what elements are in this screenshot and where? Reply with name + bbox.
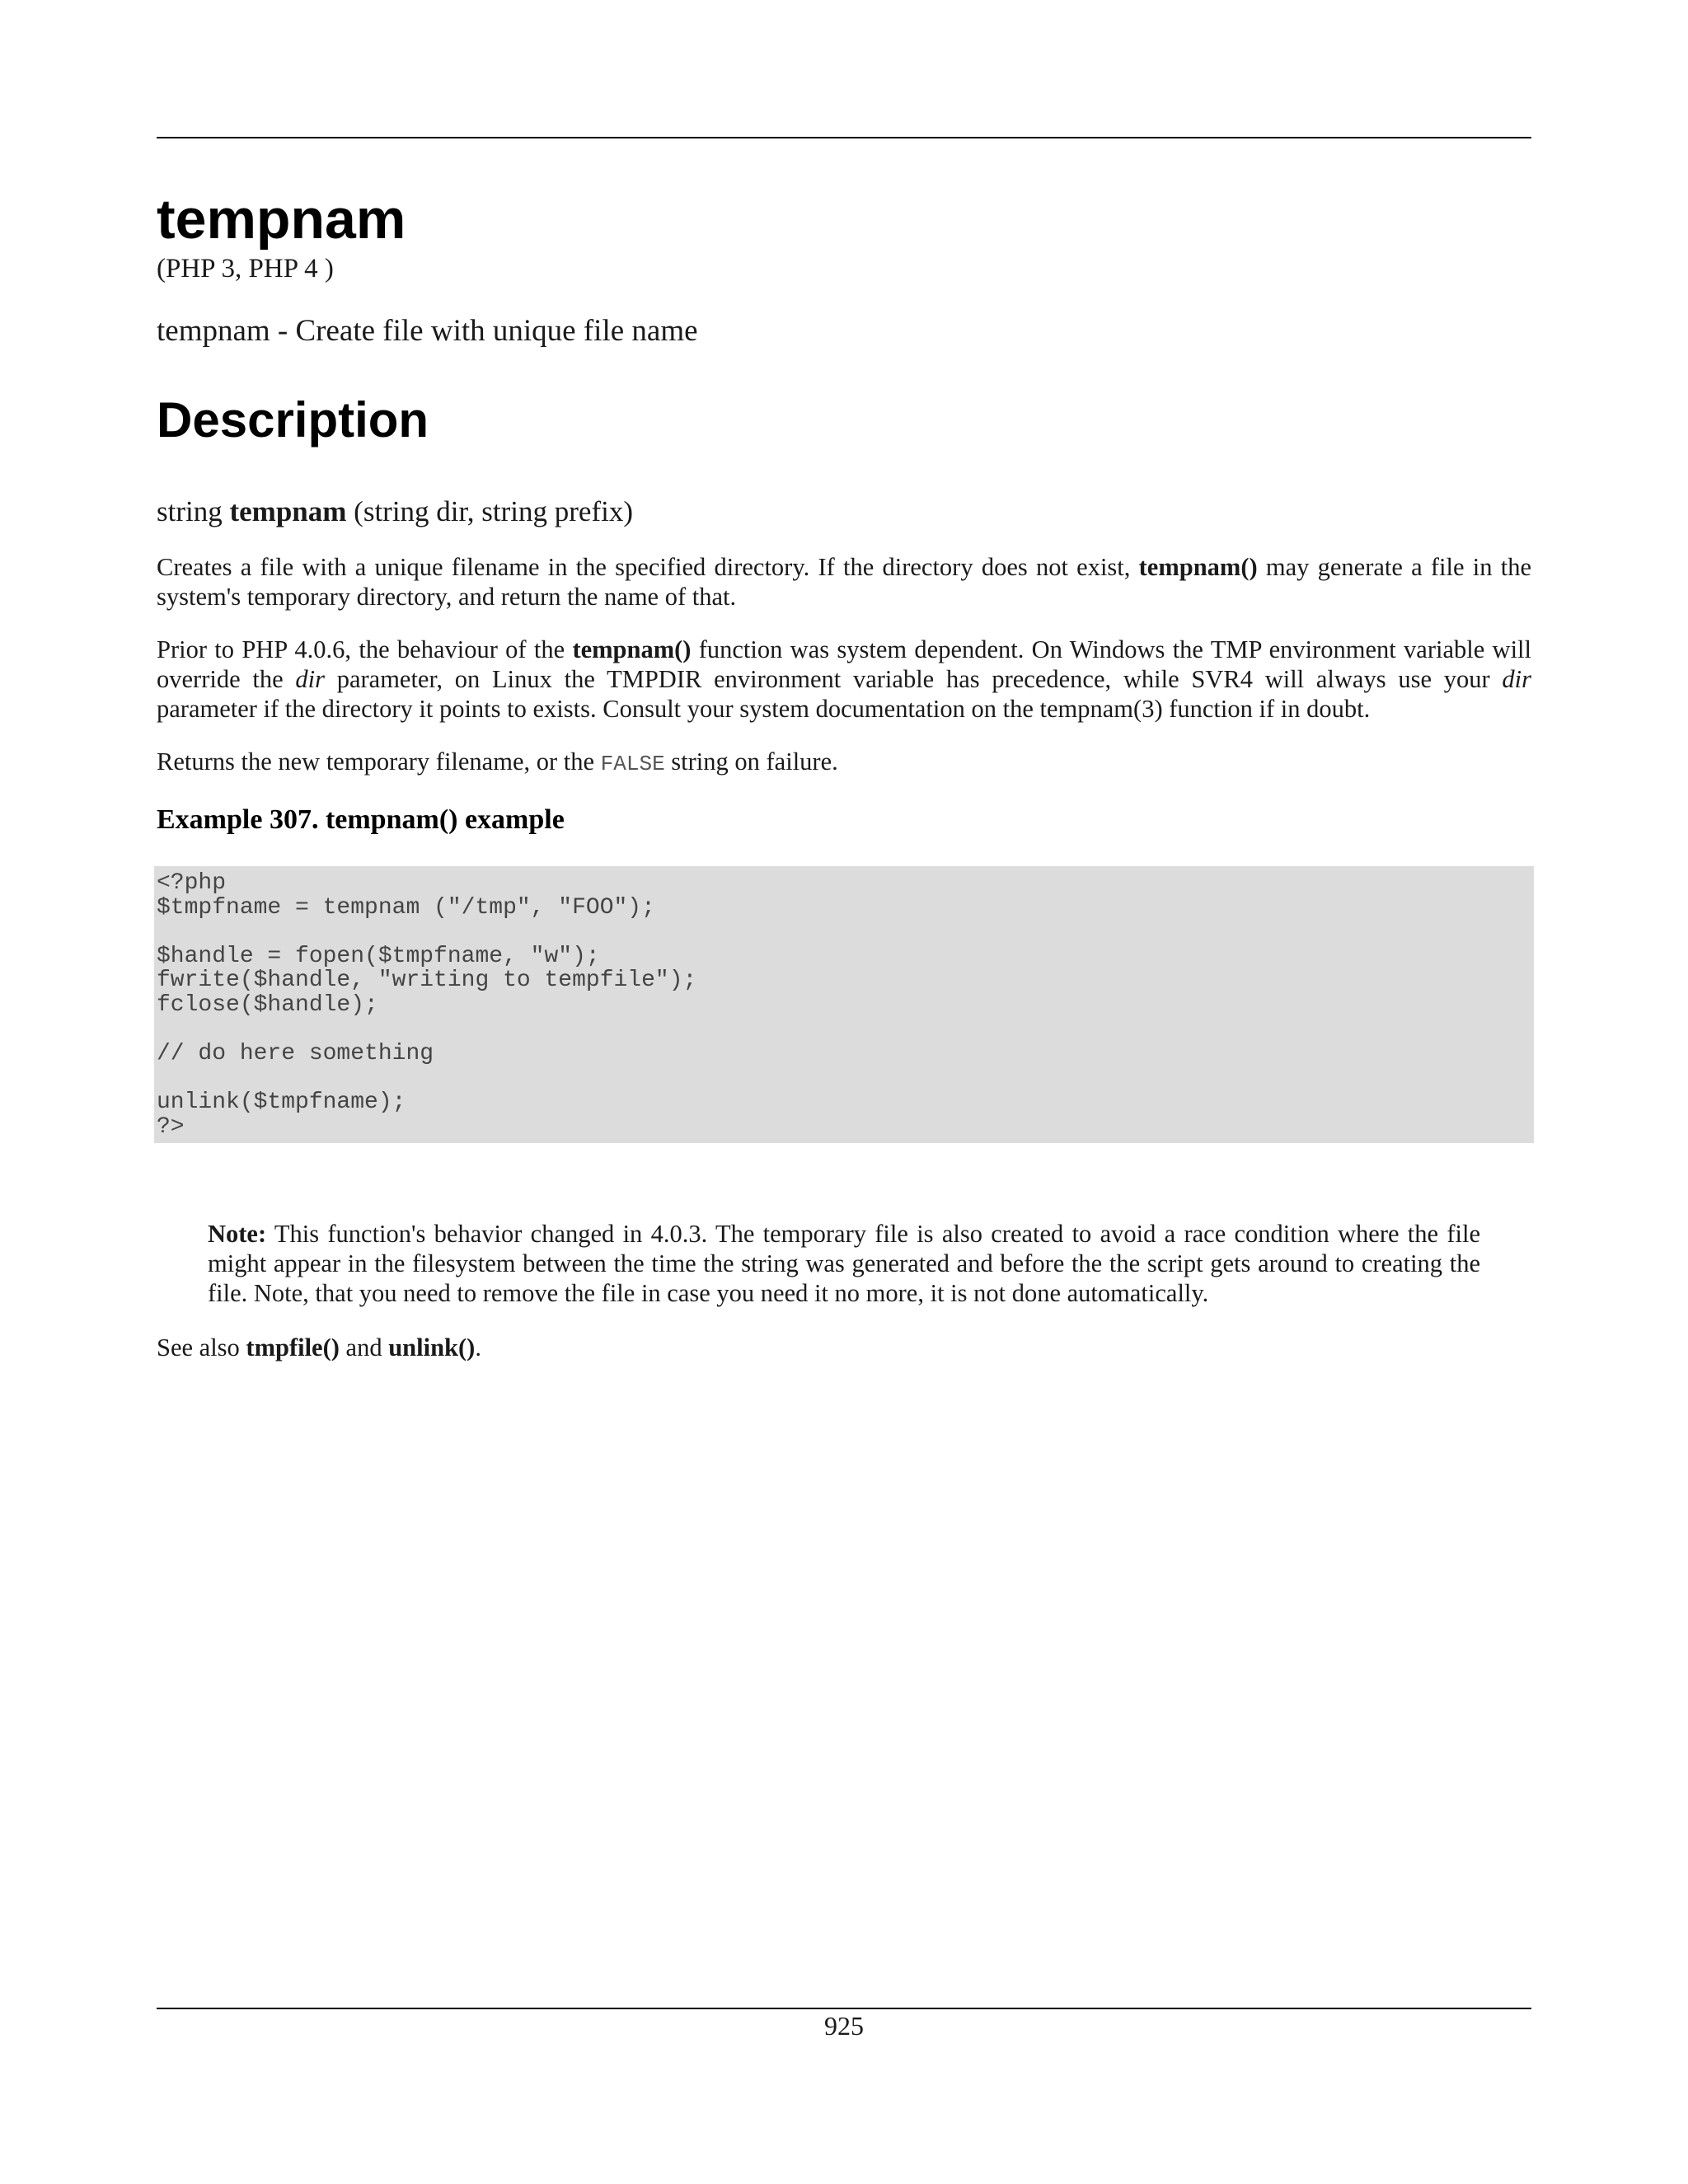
synopsis-function-name: tempnam	[229, 495, 347, 527]
para1-text-a: Creates a file with a unique filename in the specified directory. If the directory does not exist,	[157, 553, 1139, 581]
see-also-middle: and	[339, 1333, 389, 1361]
see-also-line	[157, 1333, 1531, 1362]
example-title: Example 307. tempnam() example	[157, 804, 565, 835]
para2-dir-param-2: dir	[1502, 665, 1531, 693]
page-number: 925	[824, 2011, 864, 2041]
para2-dir-param-1: dir	[295, 665, 325, 693]
para2-text-c: parameter, on Linux the TMPDIR environment variable has precedence, while SVR4 will always use your	[324, 665, 1503, 693]
page-content	[157, 188, 1531, 1362]
description-paragraph-1	[157, 552, 1531, 612]
note-text: This function's behavior changed in 4.0.3. The temporary file is also created to avoid a race condition where the file might appear in the filesystem between the time the string was generated and before the the script gets around to creating the file. Note, that you need to remove the file in case you need it no more, it is not done automatically.	[208, 1219, 1480, 1307]
php-versions: (PHP 3, PHP 4 )	[157, 254, 334, 284]
function-purpose: tempnam - Create file with unique file name	[157, 314, 698, 348]
description-paragraph-3	[157, 747, 1531, 779]
para2-text-d: parameter if the directory it points to exists. Consult your system documentation on the tempnam(3) function if in doubt.	[157, 695, 1371, 723]
synopsis-return-type: string	[157, 495, 223, 527]
synopsis-params: (string dir, string prefix)	[354, 495, 633, 527]
header-rule	[157, 137, 1531, 138]
para3-text-a: Returns the new temporary filename, or the	[157, 748, 601, 776]
see-also-suffix: .	[475, 1333, 481, 1361]
para2-function-ref: tempnam()	[572, 635, 692, 663]
function-synopsis	[157, 494, 1531, 529]
note-label: Note:	[208, 1219, 267, 1248]
para2-text-b: function was system dependent. On Windows the TMP environment variable will override the	[157, 635, 1531, 693]
note-paragraph	[208, 1219, 1480, 1308]
para3-text-b: string on failure.	[664, 748, 838, 776]
function-title: tempnam	[157, 188, 406, 251]
false-constant: FALSE	[600, 752, 665, 776]
para1-text-b: may generate a file in the system's temporary directory, and return the name of that.	[157, 553, 1531, 611]
para1-function-ref: tempnam()	[1138, 553, 1258, 581]
description-paragraph-2	[157, 635, 1531, 724]
section-heading-description: Description	[157, 392, 429, 448]
see-also-prefix: See also	[157, 1333, 246, 1361]
see-also-link-unlink[interactable]: unlink()	[388, 1333, 476, 1361]
code-example-block: <?php $tmpfname = tempnam ("/tmp", "FOO"); $handle = fopen($tmpfname, "w"); fwrite($handle, "writing to tempfile"); fclose($handle); // do here something unlink($tmpfname); ?>	[154, 866, 1534, 1143]
para2-text-a: Prior to PHP 4.0.6, the behaviour of the	[157, 635, 573, 663]
see-also-link-tmpfile[interactable]: tmpfile()	[246, 1333, 340, 1361]
